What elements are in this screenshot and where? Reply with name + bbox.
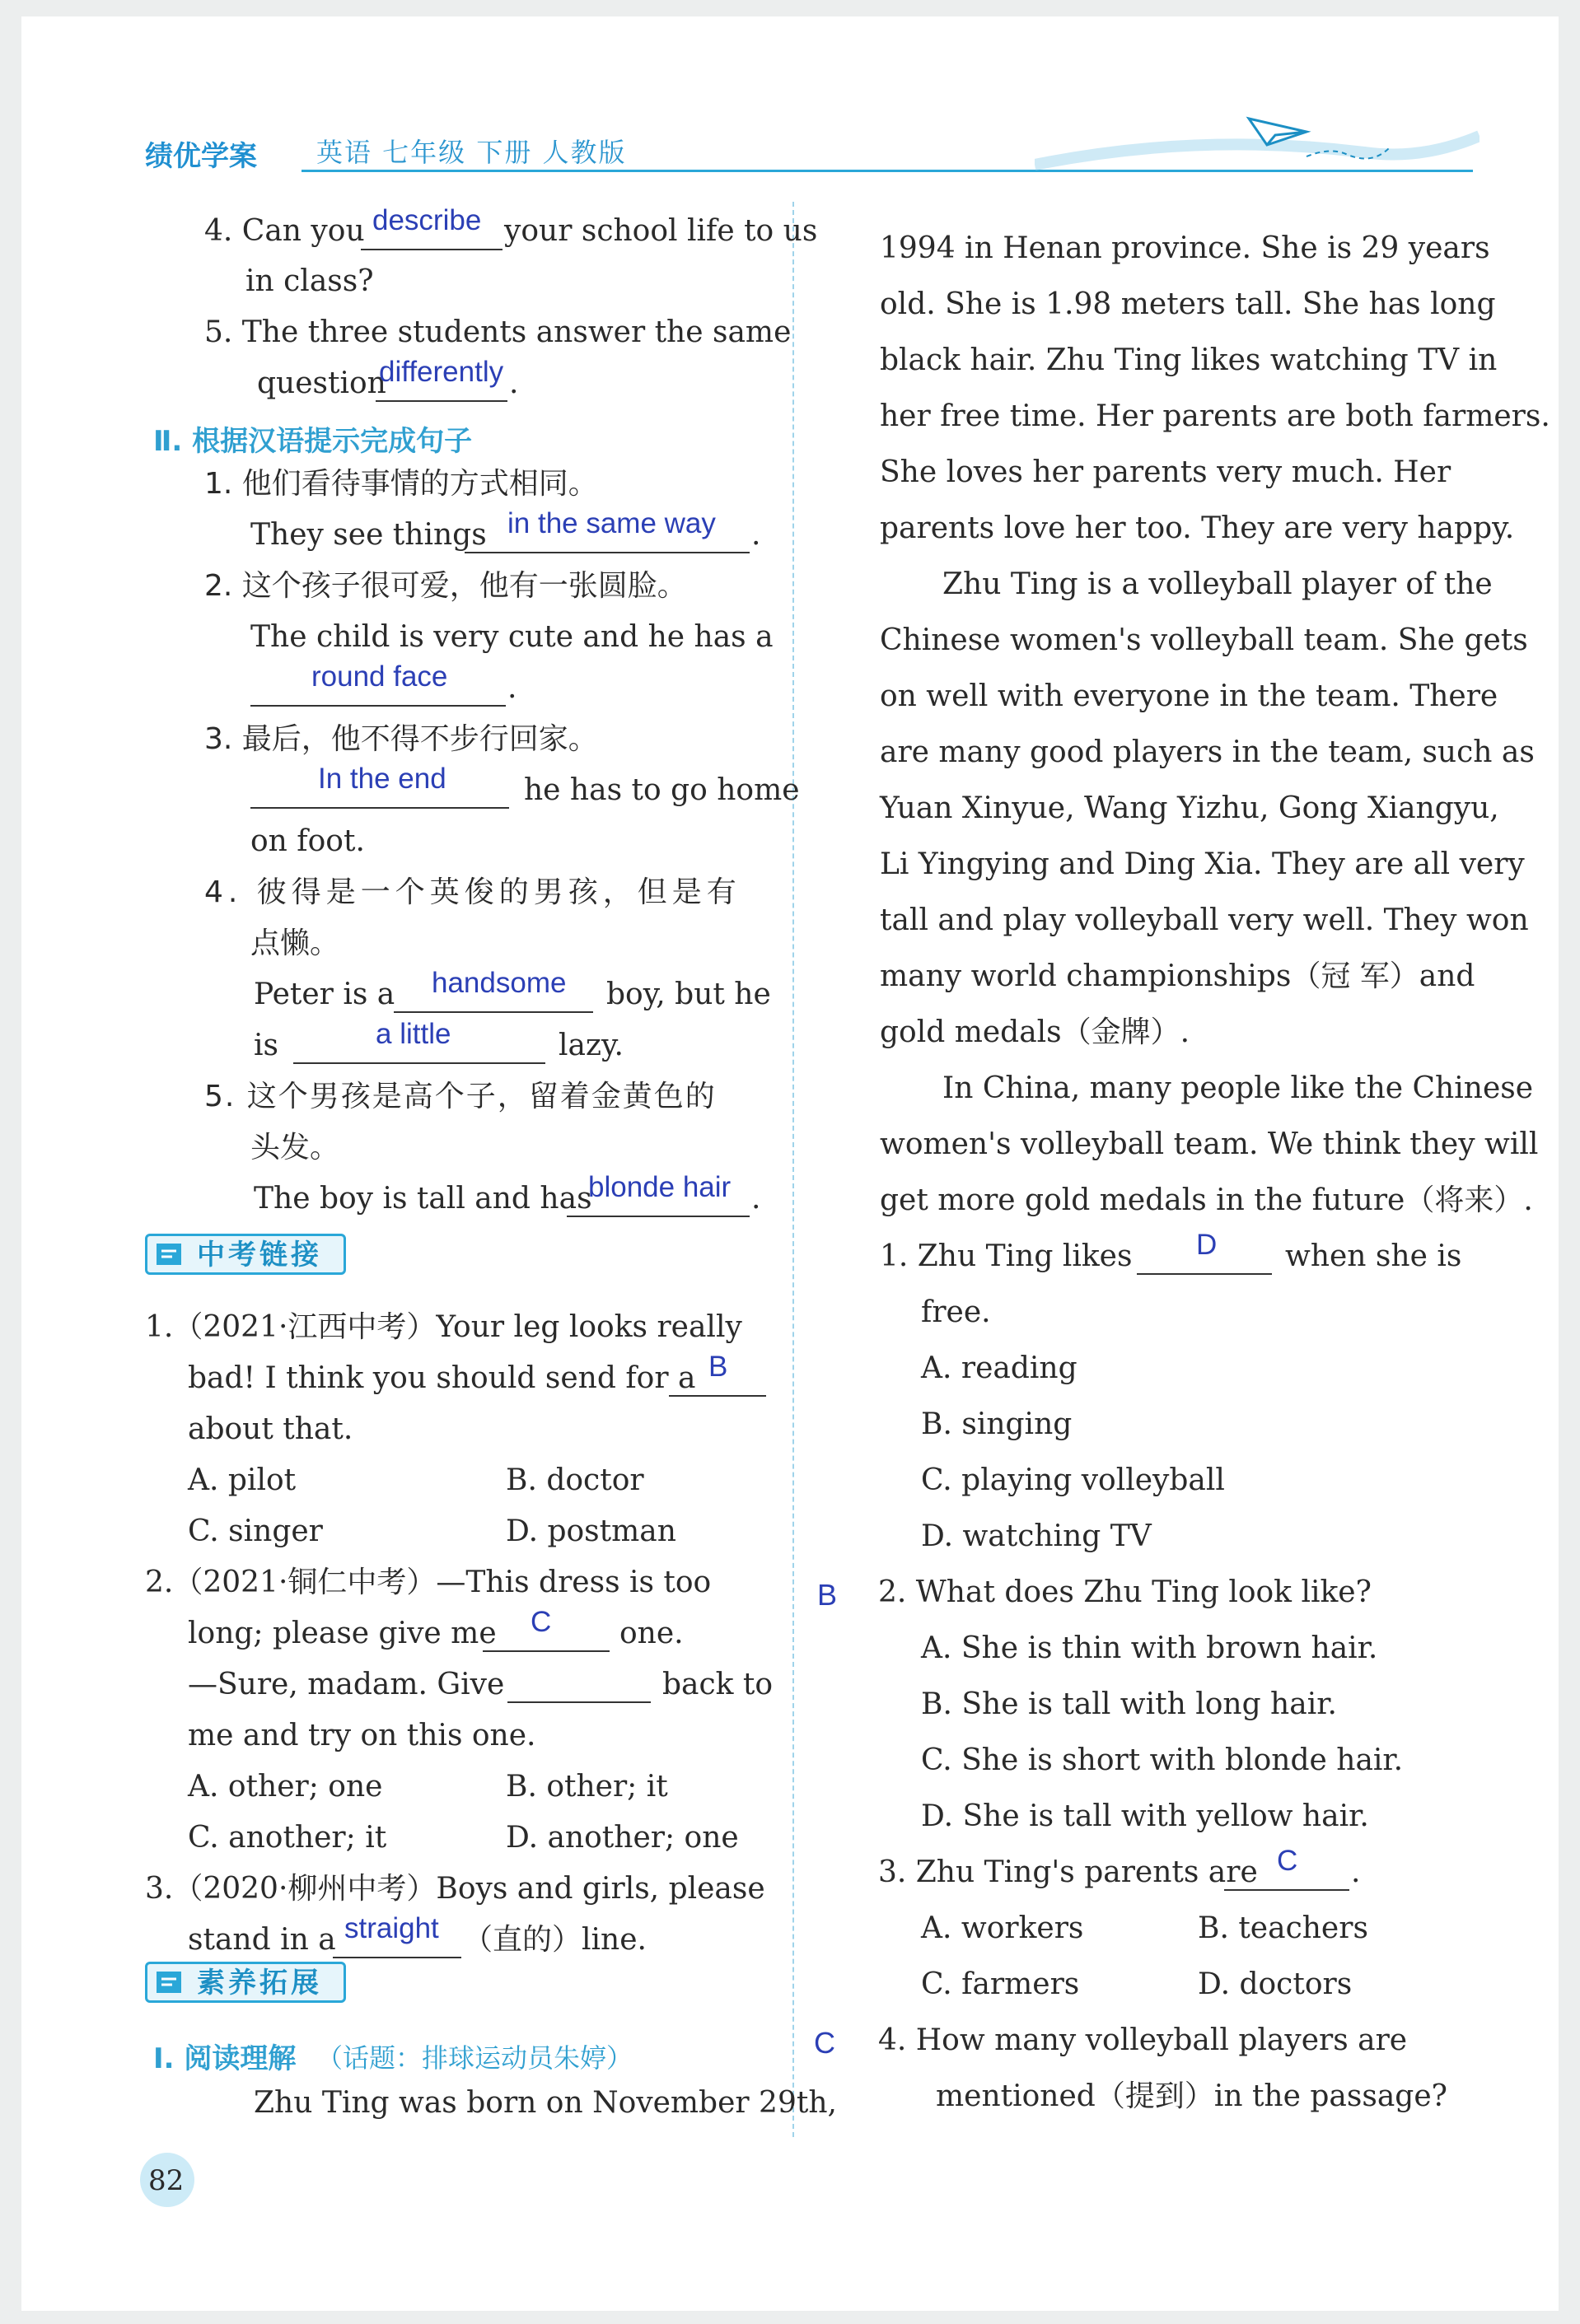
flag-icon	[154, 1241, 185, 1269]
rq3-option-d: D. doctors	[1198, 1967, 1353, 2001]
passage-line-11: Yuan Xinyue, Wang Yizhu, Gong Xiangyu,	[880, 791, 1499, 825]
s1-end: .	[751, 518, 761, 552]
passage-line-13: tall and play volleyball very well. They won	[880, 903, 1529, 937]
passage-line-7: Zhu Ting is a volleyball player of the	[942, 567, 1493, 601]
q4-text-b: your school life to us	[504, 214, 818, 248]
section2-title: Ⅱ. 根据汉语提示完成句子	[153, 425, 473, 458]
passage-line-16: In China, many people like the Chinese	[942, 1071, 1534, 1105]
s4-english-c: is	[254, 1029, 278, 1062]
passage-line-10: are many good players in the team, such as	[880, 735, 1535, 769]
z2-option-c: C. another; it	[188, 1821, 387, 1855]
z3-text-a: 3.（2020·柳州中考）Boys and girls, please	[145, 1872, 765, 1906]
page-number: 82	[148, 2164, 185, 2197]
s5-chinese: 5. 这个男孩是高个子，留着金黄色的	[204, 1080, 717, 1113]
q5-end: .	[509, 366, 519, 400]
reading-line-1: Zhu Ting was born on November 29th,	[254, 2086, 837, 2120]
z2-text-f: me and try on this one.	[188, 1719, 536, 1752]
rq3-end: .	[1351, 1855, 1361, 1889]
s4-english-d: lazy.	[559, 1029, 624, 1062]
flag-icon	[154, 1969, 185, 1997]
z3-text-b: stand in a	[188, 1923, 336, 1957]
passage-line-14: many world championships（冠 军）and	[880, 959, 1475, 993]
z2-option-d: D. another; one	[506, 1821, 739, 1855]
q4-text-a: 4. Can you	[204, 214, 365, 248]
rq1-text-c: free.	[921, 1295, 991, 1329]
s3-answer: In the end	[318, 763, 446, 795]
rq4-text-b: mentioned（提到）in the passage?	[936, 2079, 1447, 2113]
rq3-option-b: B. teachers	[1198, 1911, 1368, 1945]
passage-line-9: on well with everyone in the team. There	[880, 679, 1498, 713]
passage-line-5: She loves her parents very much. Her	[880, 455, 1451, 489]
reading-title: Ⅰ. 阅读理解	[153, 2042, 297, 2075]
z1-text-b: bad! I think you should send for a	[188, 1361, 696, 1395]
rq3-answer: C	[1277, 1845, 1298, 1877]
s5-english: The boy is tall and has	[254, 1182, 592, 1216]
s1-english: They see things	[250, 518, 487, 552]
s5-chinese-2: 头发。	[250, 1131, 340, 1164]
passage-line-6: parents love her too. They are very happy.	[880, 511, 1515, 545]
rq3-text: 3. Zhu Ting's parents are	[878, 1855, 1258, 1889]
z2-text-d: —Sure, madam. Give	[188, 1668, 505, 1701]
z1-text-c: about that.	[188, 1412, 353, 1446]
z2-text-b: long; please give me	[188, 1617, 497, 1650]
s2-chinese: 2. 这个孩子很可爱，他有一张圆脸。	[204, 569, 687, 603]
s4-chinese-2: 点懒。	[250, 926, 340, 960]
rq1-option-d: D. watching TV	[921, 1519, 1152, 1553]
rq1-option-c: C. playing volleyball	[921, 1463, 1225, 1497]
z3-answer: straight	[344, 1912, 439, 1944]
q4-text-c: in class?	[245, 264, 374, 298]
z2-text-c: one.	[619, 1617, 684, 1650]
rq2-option-b: B. She is tall with long hair.	[921, 1687, 1337, 1721]
z1-option-a: A. pilot	[188, 1463, 297, 1497]
s4-chinese: 4. 彼得是一个英俊的男孩，但是有	[204, 875, 741, 909]
s1-answer: in the same way	[507, 507, 716, 539]
rq4-text-a: 4. How many volleyball players are	[878, 2023, 1408, 2057]
banner-zhongkao	[145, 1234, 346, 1275]
passage-line-2: old. She is 1.98 meters tall. She has long	[880, 287, 1496, 321]
passage-line-8: Chinese women's volleyball team. She gets	[880, 623, 1528, 657]
passage-line-18: get more gold medals in the future（将来）.	[880, 1183, 1533, 1217]
z2-text-e: back to	[662, 1668, 774, 1701]
rq1-answer: D	[1196, 1229, 1218, 1261]
passage-line-4: her free time. Her parents are both farmers.	[880, 399, 1550, 433]
z2-blank-2	[507, 1670, 651, 1703]
banner-zhongkao-label: 中考链接	[197, 1239, 322, 1272]
s2-english: The child is very cute and he has a	[250, 620, 774, 654]
z1-answer: B	[708, 1351, 728, 1383]
rq1-option-b: B. singing	[921, 1407, 1073, 1441]
header-subtitle: 英语 七年级 下册 人教版	[316, 137, 627, 168]
s5-answer: blonde hair	[588, 1171, 732, 1203]
s4-answer-1: handsome	[432, 967, 567, 999]
s3-chinese: 3. 最后，他不得不步行回家。	[204, 722, 598, 756]
q5-answer: differently	[379, 356, 504, 388]
rq1-option-a: A. reading	[921, 1351, 1077, 1385]
reading-topic: （话题：排球运动员朱婷）	[316, 2042, 633, 2074]
s2-answer: round face	[311, 660, 448, 693]
rq2-option-d: D. She is tall with yellow hair.	[921, 1799, 1369, 1833]
z1-option-d: D. postman	[506, 1514, 676, 1548]
paper-plane-icon	[1035, 107, 1479, 173]
passage-line-3: black hair. Zhu Ting likes watching TV in	[880, 343, 1498, 377]
z1-text-a: 1.（2021·江西中考）Your leg looks really	[145, 1310, 742, 1344]
rq2-text: 2. What does Zhu Ting look like?	[878, 1575, 1372, 1609]
header-brand: 绩优学案	[145, 140, 257, 173]
s1-chinese: 1. 他们看待事情的方式相同。	[204, 467, 598, 501]
z1-option-c: C. singer	[188, 1514, 323, 1548]
q4-answer: describe	[372, 204, 482, 236]
workbook-page	[21, 16, 1559, 2311]
z2-text-a: 2.（2021·铜仁中考）—This dress is too	[145, 1566, 712, 1599]
rq2-option-c: C. She is short with blonde hair.	[921, 1743, 1404, 1777]
rq1-text-b: when she is	[1285, 1239, 1462, 1273]
rq2-margin-answer: B	[817, 1578, 838, 1612]
s3-english: he has to go home	[524, 773, 800, 807]
banner-suyang	[145, 1962, 346, 2003]
z1-option-b: B. doctor	[506, 1463, 644, 1497]
z2-answer: C	[531, 1606, 552, 1638]
banner-suyang-label: 素养拓展	[197, 1967, 322, 2000]
q5-text-b: question	[257, 366, 386, 400]
rq3-option-c: C. farmers	[921, 1967, 1080, 2001]
rq4-margin-answer: C	[814, 2026, 835, 2060]
rq3-option-a: A. workers	[921, 1911, 1084, 1945]
s4-english-b: boy, but he	[606, 978, 771, 1011]
s4-answer-2: a little	[376, 1018, 451, 1050]
passage-line-1: 1994 in Henan province. She is 29 years	[880, 231, 1490, 265]
passage-line-17: women's volleyball team. We think they will	[880, 1127, 1539, 1161]
z2-option-b: B. other; it	[506, 1770, 668, 1804]
q5-text-a: 5. The three students answer the same	[204, 315, 792, 349]
z2-option-a: A. other; one	[188, 1770, 383, 1804]
column-divider	[792, 202, 794, 2137]
s4-english-a: Peter is a	[254, 978, 395, 1011]
rq2-option-a: A. She is thin with brown hair.	[921, 1631, 1378, 1665]
s3-english-2: on foot.	[250, 824, 365, 858]
s2-end: .	[507, 671, 517, 705]
z3-text-c: （直的）line.	[463, 1923, 647, 1957]
s5-end: .	[751, 1182, 761, 1216]
passage-line-12: Li Yingying and Ding Xia. They are all very	[880, 847, 1525, 881]
passage-line-15: gold medals（金牌）.	[880, 1015, 1190, 1049]
rq1-text-a: 1. Zhu Ting likes	[880, 1239, 1133, 1273]
